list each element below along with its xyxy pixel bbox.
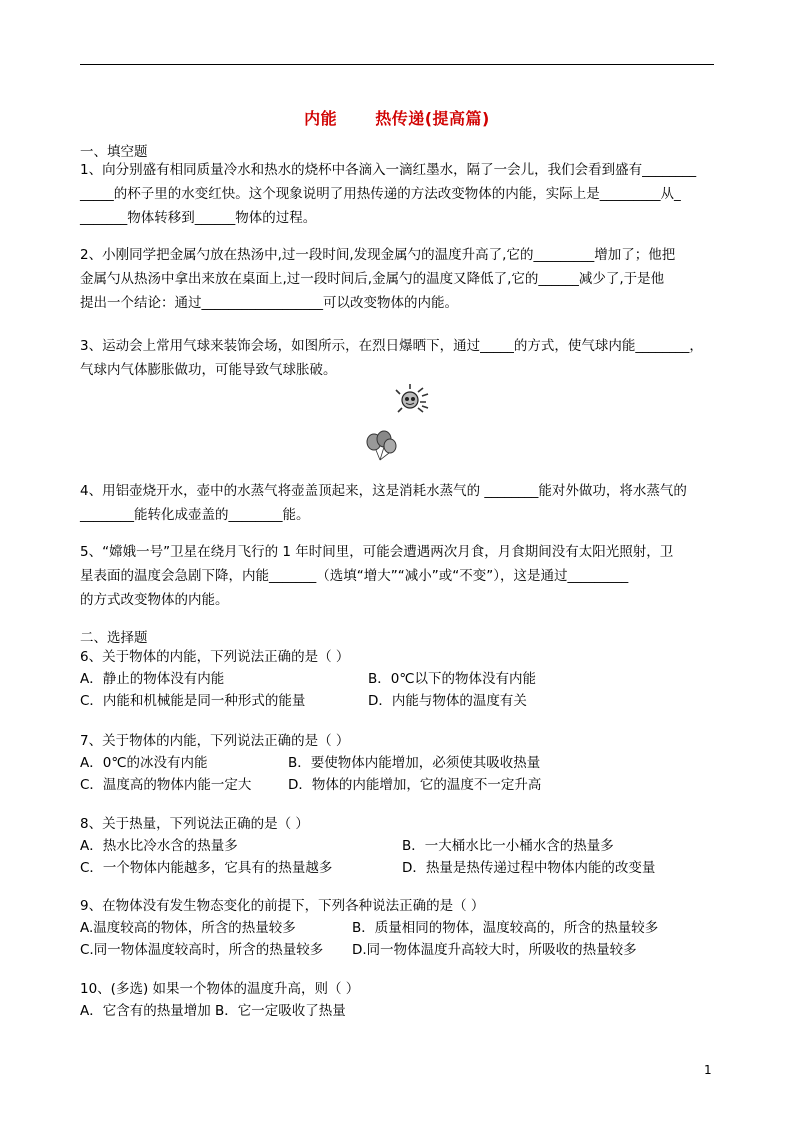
q7-option-d: D．物体的内能增加，它的温度不一定升高 — [288, 777, 542, 793]
q6-option-d: D．内能与物体的温度有关 — [368, 693, 527, 709]
q5-line: 的方式改变物体的内能。 — [80, 592, 229, 608]
question-6 — [80, 646, 716, 712]
q6-stem: 6、关于物体的内能，下列说法正确的是（ ） — [80, 649, 350, 665]
q4-line: ________能转化成壶盖的________能。 — [80, 507, 310, 523]
q8-stem: 8、关于热量，下列说法正确的是（ ） — [80, 816, 309, 832]
q6-option-b: B．0℃以下的物体没有内能 — [368, 671, 537, 687]
question-1 — [80, 158, 716, 230]
q2-line: 金属勺从热汤中拿出来放在桌面上,过一段时间后,金属勺的温度又降低了,它的______减少了,于是他 — [80, 271, 665, 287]
q9-option-a: A.温度较高的物体，所含的热量较多 — [80, 920, 296, 936]
q1-line: _______物体转移到______物体的过程。 — [80, 210, 317, 226]
q2-line: 提出一个结论：通过__________________可以改变物体的内能。 — [80, 295, 458, 311]
question-2 — [80, 243, 716, 315]
question-5 — [80, 540, 716, 612]
q5-line: 星表面的温度会急剧下降，内能_______（选填“增大”“减小”或“不变”），这是通过_________ — [80, 568, 629, 584]
title-part1: 内能 — [304, 109, 338, 128]
q9-option-b: B．质量相同的物体，温度较高的，所含的热量较多 — [352, 920, 659, 936]
title-part2: 热传递(提高篇) — [375, 109, 490, 128]
question-10 — [80, 978, 716, 1022]
q9-stem: 9、在物体没有发生物态变化的前提下，下列各种说法正确的是（ ） — [80, 898, 485, 914]
page-number: 1 — [704, 1063, 712, 1077]
q7-option-c: C．温度高的物体内能一定大 — [80, 777, 252, 793]
q3-line: 3、运动会上常用气球来装饰会场，如图所示，在烈日爆晒下，通过_____的方式，使气球内能________， — [80, 338, 703, 354]
q8-option-b: B．一大桶水比一小桶水含的热量多 — [402, 838, 614, 854]
q4-line: 4、用铝壶烧开水，壶中的水蒸气将壶盖顶起来，这是消耗水蒸气的 ________能对外做功，将水蒸气的 — [80, 483, 687, 499]
q8-option-c: C．一个物体内能越多，它具有的热量越多 — [80, 860, 333, 876]
q1-line: _____的杯子里的水变红快。这个现象说明了用热传递的方法改变物体的内能，实际上是_________从_ — [80, 186, 681, 202]
q1-line: 1、向分别盛有相同质量冷水和热水的烧杯中各滴入一滴红墨水，隔了一会儿，我们会看到盛有________ — [80, 162, 697, 178]
q8-option-d: D．热量是热传递过程中物体内能的改变量 — [402, 860, 656, 876]
header-rule — [80, 64, 714, 65]
sun-icon — [396, 384, 428, 412]
question-8 — [80, 813, 716, 879]
q5-line: 5、“嫦娥一号”卫星在绕月飞行的 1 年时间里，可能会遭遇两次月食，月食期间没有太阳光照射，卫 — [80, 544, 674, 560]
balloon-icon — [367, 431, 396, 460]
question-3 — [80, 334, 716, 382]
question-4 — [80, 479, 716, 527]
section-choice-heading: 二、选择题 — [80, 630, 148, 646]
question-9 — [80, 895, 716, 961]
q6-option-a: A．静止的物体没有内能 — [80, 671, 225, 687]
q9-option-c: C.同一物体温度较高时，所含的热量较多 — [80, 942, 324, 958]
balloons-figure — [360, 384, 440, 464]
q3-line: 气球内气体膨胀做功，可能导致气球胀破。 — [80, 362, 337, 378]
section-fill-blank-heading: 一、填空题 — [80, 144, 148, 160]
q7-option-a: A．0℃的冰没有内能 — [80, 755, 208, 771]
q9-option-d: D.同一物体温度升高较大时，所吸收的热量较多 — [352, 942, 637, 958]
q6-option-c: C．内能和机械能是同一种形式的能量 — [80, 693, 306, 709]
q10-options: A．它含有的热量增加 B．它一定吸收了热量 — [80, 1003, 346, 1019]
q10-stem: 10、(多选) 如果一个物体的温度升高，则（ ） — [80, 981, 360, 997]
q8-option-a: A．热水比冷水含的热量多 — [80, 838, 238, 854]
q7-option-b: B．要使物体内能增加，必须使其吸收热量 — [288, 755, 541, 771]
q7-stem: 7、关于物体的内能，下列说法正确的是（ ） — [80, 733, 350, 749]
page-title — [0, 106, 794, 129]
q2-line: 2、小刚同学把金属勺放在热汤中,过一段时间,发现金属勺的温度升高了,它的_________增加了；他把 — [80, 247, 676, 263]
question-7 — [80, 730, 716, 796]
